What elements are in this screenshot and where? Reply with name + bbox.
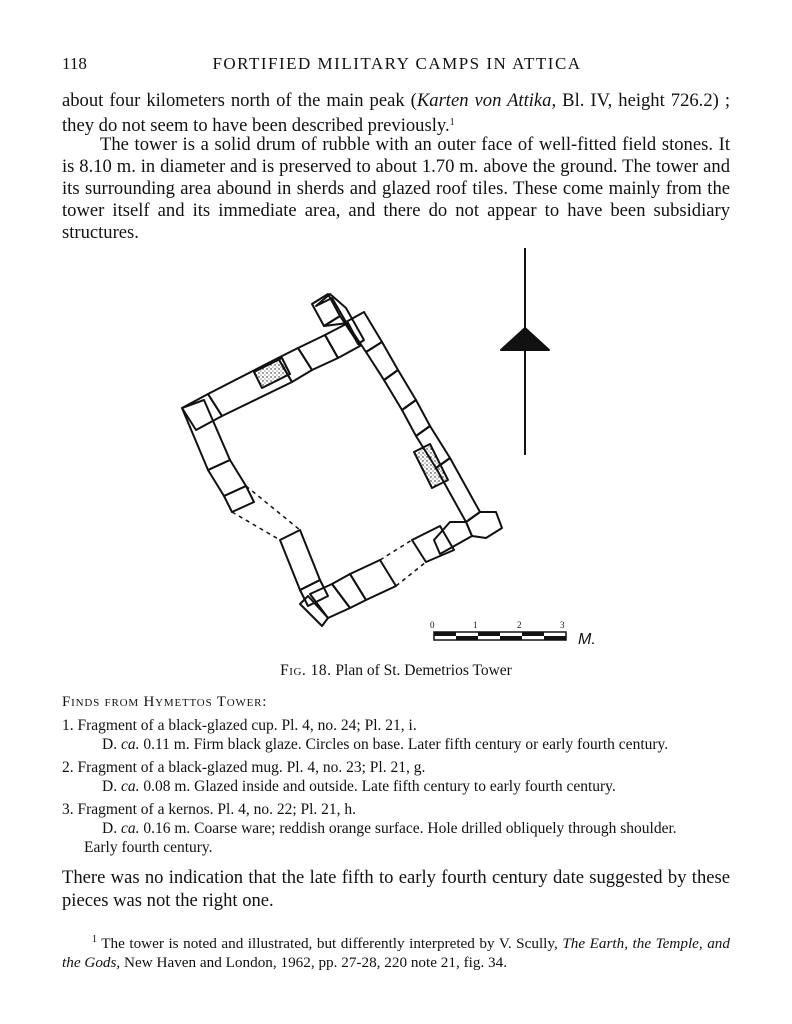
wall-block <box>412 526 454 562</box>
wall-block <box>325 323 360 358</box>
figure-caption-text: Plan of St. Demetrios Tower <box>335 662 512 679</box>
running-head <box>62 54 732 78</box>
map-reference: Karten von Attika, <box>416 90 557 111</box>
find-description: D. ca. 0.11 m. Firm black glaze. Circles on base. Later fifth century or early fourth century. <box>102 736 669 753</box>
north-arrow-head <box>501 328 549 350</box>
paragraph-continued: about four kilometers north of the main peak (Karten von Attika, Bl. IV, height 726.2) ; they do not seem to have been described previously.$^1$ <box>62 90 731 136</box>
find-item <box>62 758 730 796</box>
wall-block <box>402 400 430 436</box>
find-description: D. ca. 0.16 m. Coarse ware; reddish orange surface. Hole drilled obliquely through shoulder. <box>102 820 677 837</box>
find-title: 2. Fragment of a black-glazed mug. Pl. 4, no. 23; Pl. 21, g. <box>62 759 426 776</box>
wall-block <box>224 486 254 512</box>
stippled-stone <box>254 358 290 388</box>
figure-caption <box>62 662 730 680</box>
missing-wall-line <box>396 562 426 586</box>
paragraph-tower-description: The tower is a solid drum of rubble with an outer face of well-fitted field stones. It is 8.10 m. in diameter and is preserved to about 1.70 m. above the ground. The tower and its surrounding area abound in sherds and glazed roof tiles. These come mainly from the tower itself and its immediate area, and there do not appear to have been subsidiary structures. <box>62 134 730 243</box>
wall-block <box>298 335 338 370</box>
find-item <box>62 716 730 754</box>
footnote-ref: 1 <box>449 117 455 128</box>
footnote: $^1$ The tower is noted and illustrated, but differently interpreted by V. Scully, The Earth, the Temple, and the Gods, New Haven and London, 1962, pp. 27-28, 220 note 21, fig. 34. <box>62 934 730 971</box>
finds-heading: Finds from Hymettos Tower: <box>62 694 268 710</box>
find-item <box>62 800 730 857</box>
scale-label-1: 1 <box>473 620 478 630</box>
stippled-stone <box>414 444 448 488</box>
tower-plan-drawing <box>150 240 620 660</box>
missing-wall-line <box>232 512 280 540</box>
page-number: 118 <box>62 54 87 73</box>
scale-bar <box>430 620 596 648</box>
missing-wall-line <box>380 540 412 560</box>
scale-label-2: 2 <box>517 620 522 630</box>
find-title: 1. Fragment of a black-glazed cup. Pl. 4, no. 24; Pl. 21, i. <box>62 717 417 734</box>
running-title: FORTIFIED MILITARY CAMPS IN ATTICA <box>212 54 582 73</box>
find-title: 3. Fragment of a kernos. Pl. 4, no. 22; Pl. 21, h. <box>62 801 357 818</box>
figure-label: Fig. 18. <box>280 662 332 679</box>
scale-label-0: 0 <box>430 620 435 630</box>
wall-block <box>208 460 246 496</box>
footnote-number: 1 <box>92 934 97 945</box>
book-title: The Earth, the Temple, and the Gods, <box>62 935 730 971</box>
tower-plan-figure <box>150 240 620 660</box>
wall-block <box>280 530 320 590</box>
missing-wall-line <box>246 486 300 530</box>
scale-label-3: 3 <box>560 620 565 630</box>
conclusion-paragraph: There was no indication that the late fifth to early fourth century date suggested by these pieces was not the right one. <box>62 867 730 911</box>
find-description-continued: Early fourth century. <box>84 839 213 856</box>
scale-unit: M. <box>578 631 596 648</box>
wall-block <box>350 560 396 600</box>
wall-block <box>182 400 230 470</box>
find-description: D. ca. 0.08 m. Glazed inside and outside. Late fifth century to early fourth century. <box>102 778 616 795</box>
